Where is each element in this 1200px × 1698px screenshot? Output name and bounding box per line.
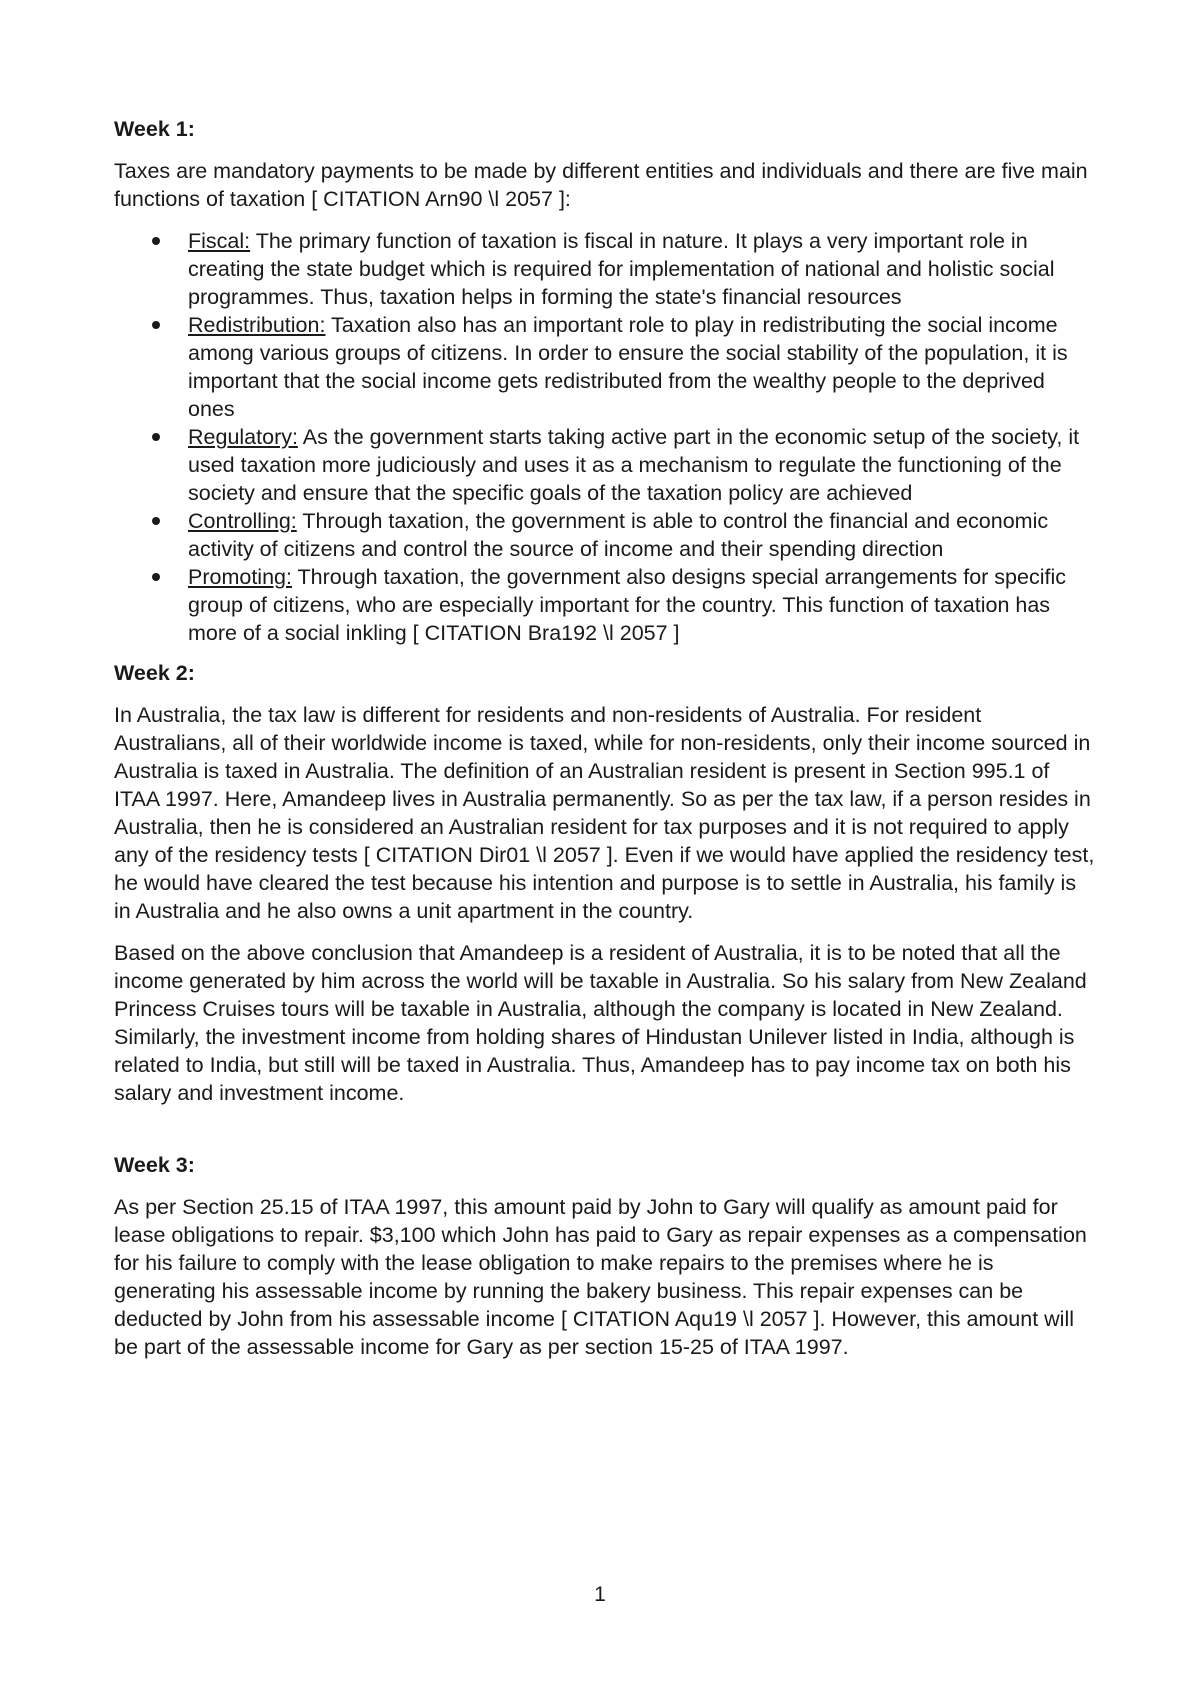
bullet-icon bbox=[152, 433, 160, 441]
taxation-functions-list bbox=[114, 227, 1095, 647]
week3-heading: Week 3: bbox=[114, 1153, 195, 1177]
list-item bbox=[114, 311, 1095, 423]
function-text: Through taxation, the government is able to control the financial and economic activity of citizens and control the source of income and their spending direction bbox=[188, 509, 1049, 561]
page-number: 1 bbox=[594, 1583, 606, 1606]
function-text: The primary function of taxation is fiscal in nature. It plays a very important role in creating the state budget which is required for implementation of national and holistic social programmes. Thus, taxation helps in forming the state's financial resources bbox=[188, 229, 1055, 309]
week1-section bbox=[114, 115, 1095, 647]
week2-section bbox=[114, 659, 1095, 1107]
function-term: Fiscal: bbox=[188, 229, 251, 253]
bullet-icon bbox=[152, 321, 160, 329]
function-term: Regulatory: bbox=[188, 425, 298, 449]
week3-section bbox=[114, 1151, 1095, 1361]
list-item bbox=[114, 563, 1095, 647]
week2-paragraph: Based on the above conclusion that Amandeep is a resident of Australia, it is to be noted that all the income generated by him across the world will be taxable in Australia. So his salary from New Zealand Princess Cruises tours will be taxable in Australia, although the company is located in New Zealand. Similarly, the investment income from holding shares of Hindustan Unilever listed in India, although is related to India, but still will be taxed in Australia. Thus, Amandeep has to pay income tax on both his salary and investment income. bbox=[114, 941, 1087, 1105]
list-item bbox=[114, 507, 1095, 563]
function-term: Promoting: bbox=[188, 565, 292, 589]
list-item bbox=[114, 423, 1095, 507]
function-text: Taxation also has an important role to play in redistributing the social income among various groups of citizens. In order to ensure the social stability of the population, it is important that the social income gets redistributed from the wealthy people to the deprived ones bbox=[188, 313, 1068, 421]
bullet-icon bbox=[152, 573, 160, 581]
function-term: Controlling: bbox=[188, 509, 297, 533]
function-term: Redistribution: bbox=[188, 313, 326, 337]
week2-paragraph: In Australia, the tax law is different for residents and non-residents of Australia. For resident Australians, all of their worldwide income is taxed, while for non-residents, only their income sourced in Australia is taxed in Australia. The definition of an Australian resident is present in Section 995.1 of ITAA 1997. Here, Amandeep lives in Australia permanently. So as per the tax law, if a person resides in Australia, then he is considered an Australian resident for tax purposes and it is not required to apply any of the residency tests [ CITATION Dir01 \l 2057 ]. Even if we would have applied the residency test, he would have cleared the test because his intention and purpose is to settle in Australia, his family is in Australia and he also owns a unit apartment in the country. bbox=[114, 703, 1095, 923]
week3-paragraph: As per Section 25.15 of ITAA 1997, this amount paid by John to Gary will qualify as amount paid for lease obligations to repair. $3,100 which John has paid to Gary as repair expenses as a compensation for his failure to comply with the lease obligation to make repairs to the premises where he is generating his assessable income by running the bakery business. This repair expenses can be deducted by John from his assessable income [ CITATION Aqu19 \l 2057 ]. However, this amount will be part of the assessable income for Gary as per section 15-25 of ITAA 1997. bbox=[114, 1195, 1087, 1359]
week1-intro: Taxes are mandatory payments to be made by different entities and individuals and there are five main functions of taxation [ CITATION Arn90 \l 2057 ]: bbox=[114, 159, 1088, 211]
function-text: As the government starts taking active part in the economic setup of the society, it used taxation more judiciously and uses it as a mechanism to regulate the functioning of the society and ensure that the specific goals of the taxation policy are achieved bbox=[188, 425, 1080, 505]
list-item bbox=[114, 227, 1095, 311]
week1-heading: Week 1: bbox=[114, 117, 195, 141]
week2-heading: Week 2: bbox=[114, 661, 195, 685]
document-body bbox=[114, 115, 1095, 1361]
bullet-icon bbox=[152, 237, 160, 245]
section-spacer bbox=[114, 1121, 1095, 1151]
function-text: Through taxation, the government also designs special arrangements for specific group of citizens, who are especially important for the country. This function of taxation has more of a social inkling [ CITATION Bra192 \l 2057 ] bbox=[188, 565, 1067, 645]
bullet-icon bbox=[152, 517, 160, 525]
